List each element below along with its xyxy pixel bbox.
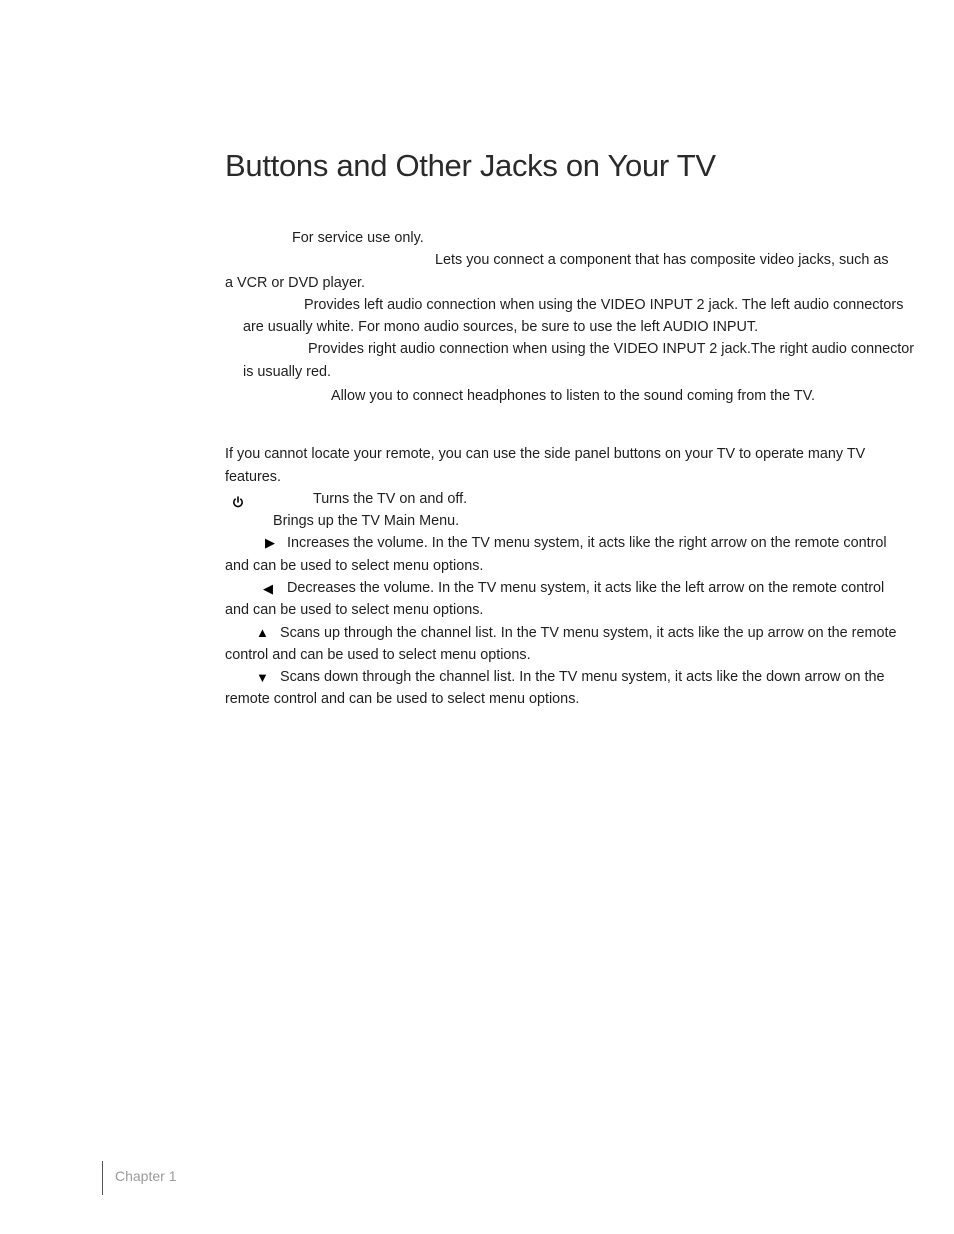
- audio-right-desc-line1: Provides right audio connection when using the VIDEO INPUT 2 jack.The right audio connector: [308, 341, 915, 357]
- service-desc: For service use only.: [292, 230, 424, 246]
- headphone-desc: Allow you to connect headphones to listen to the sound coming from the TV.: [331, 388, 815, 404]
- video-input-desc-line1: Lets you connect a component that has composite video jacks, such as: [435, 252, 889, 268]
- menu-desc: Brings up the TV Main Menu.: [273, 513, 460, 529]
- audio-left-desc-line1: Provides left audio connection when using the VIDEO INPUT 2 jack. The left audio connectors: [304, 297, 904, 313]
- ch-up-desc-line1: Scans up through the channel list. In the TV menu system, it acts like the up arrow on the remote: [280, 625, 897, 641]
- video-input-desc-line2: a VCR or DVD player.: [225, 275, 365, 291]
- vol-down-desc-line2: and can be used to select menu options.: [225, 602, 484, 618]
- buttons-intro-line1: If you cannot locate your remote, you can use the side panel buttons on your TV to operate many TV: [225, 446, 866, 462]
- power-desc: Turns the TV on and off.: [313, 491, 468, 507]
- down-triangle-icon: ▼: [256, 670, 269, 685]
- ch-up-desc-line2: control and can be used to select menu options.: [225, 647, 531, 663]
- audio-right-desc-line2: is usually red.: [243, 364, 331, 380]
- ch-down-desc-line1: Scans down through the channel list. In the TV menu system, it acts like the down arrow on the: [280, 669, 885, 685]
- ch-down-desc-line2: remote control and can be used to select menu options.: [225, 691, 580, 707]
- buttons-intro-line2: features.: [225, 469, 281, 485]
- vol-up-desc-line2: and can be used to select menu options.: [225, 558, 484, 574]
- footer-divider: [102, 1161, 103, 1195]
- page-title: Buttons and Other Jacks on Your TV: [225, 148, 716, 183]
- power-icon: [232, 496, 244, 508]
- vol-down-desc-line1: Decreases the volume. In the TV menu system, it acts like the left arrow on the remote control: [287, 580, 885, 596]
- right-triangle-icon: ▶: [265, 535, 275, 550]
- left-triangle-icon: ◀: [263, 581, 273, 596]
- up-triangle-icon: ▲: [256, 625, 269, 640]
- chapter-label: Chapter 1: [115, 1168, 177, 1184]
- vol-up-desc-line1: Increases the volume. In the TV menu system, it acts like the right arrow on the remote control: [287, 535, 887, 551]
- audio-left-desc-line2: are usually white. For mono audio sources, be sure to use the left AUDIO INPUT.: [243, 319, 759, 335]
